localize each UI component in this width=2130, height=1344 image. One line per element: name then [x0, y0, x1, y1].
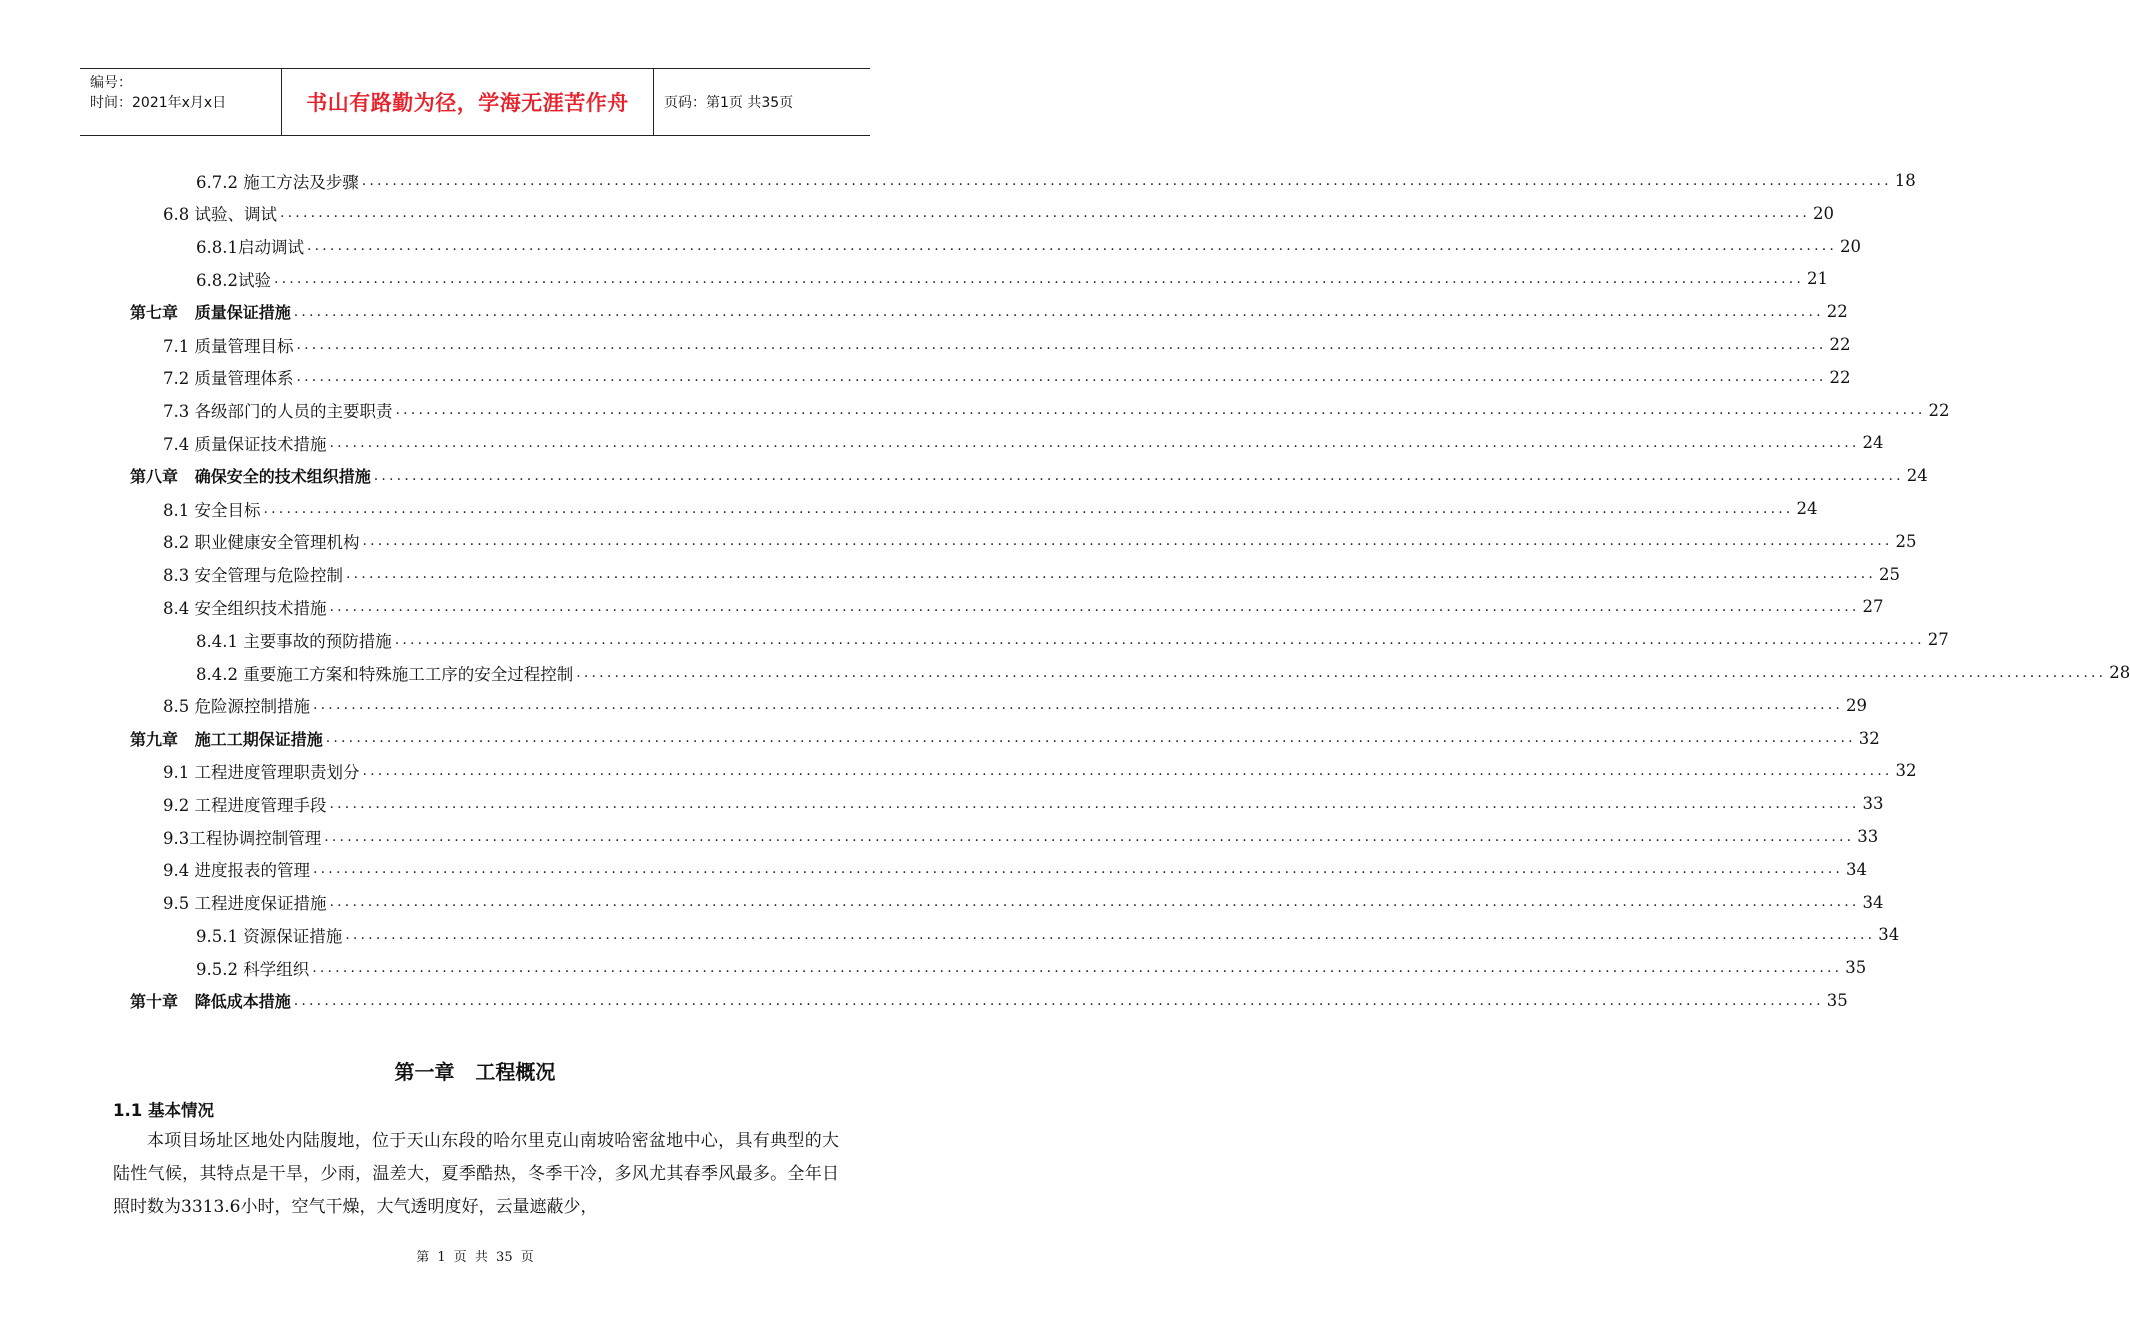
toc-dot-leader: ........................................................................................................................................................................................................ [296, 369, 1827, 386]
toc-page-number: 20 [1840, 236, 1862, 256]
toc-entry-label: 8.2 职业健康安全管理机构 [163, 533, 360, 553]
toc-dot-leader: ........................................................................................................................................................................................................ [395, 402, 1926, 419]
toc-entry[interactable] [163, 886, 1884, 919]
toc-page-number: 22 [1829, 335, 1851, 354]
toc-page-number: 33 [1862, 794, 1884, 814]
toc-entry-label: 8.1 安全目标 [163, 500, 261, 520]
toc-dot-leader: ........................................................................................................................................................................................................ [329, 795, 1860, 812]
toc-entry[interactable] [163, 197, 1835, 230]
toc-page-number: 20 [1813, 203, 1835, 223]
toc-dot-leader: ........................................................................................................................................................................................................ [296, 336, 1827, 353]
toc-page-number: 32 [1895, 761, 1917, 781]
toc-entry[interactable] [163, 558, 1901, 591]
toc-entry-label: 9.5 工程进度保证措施 [163, 894, 327, 914]
toc-entry-label: 8.4.2 重要施工方案和特殊施工工序的安全过程控制 [196, 664, 574, 684]
toc-dot-leader: ........................................................................................................................................................................................................ [329, 598, 1860, 615]
toc-page-number: 35 [1845, 958, 1867, 978]
toc-entry-label: 9.4 进度报表的管理 [163, 861, 310, 881]
toc-page-number: 21 [1807, 269, 1829, 289]
toc-entry[interactable] [163, 853, 1868, 886]
toc-page-number: 24 [1862, 433, 1884, 453]
toc-dot-leader: ........................................................................................................................................................................................................ [313, 861, 1844, 878]
toc-entry[interactable] [163, 492, 1818, 525]
toc-chapter-entry[interactable] [130, 722, 1880, 755]
toc-entry[interactable] [163, 525, 1917, 558]
toc-entry[interactable] [163, 820, 1879, 853]
toc-dot-leader: ........................................................................................................................................................................................................ [346, 566, 1877, 583]
toc-dot-leader: ........................................................................................................................................................................................................ [345, 926, 1876, 943]
toc-entry-label: 第九章 施工工期保证措施 [130, 729, 323, 749]
toc-entry-label: 8.4.1 主要事故的预防措施 [196, 631, 392, 651]
document-header [80, 68, 870, 136]
toc-dot-leader: ........................................................................................................................................................................................................ [362, 533, 1893, 550]
toc-dot-leader: ........................................................................................................................................................................................................ [312, 959, 1843, 976]
toc-entry[interactable] [163, 361, 1851, 394]
chapter-title: 第一章 工程概况 [394, 1060, 556, 1084]
toc-dot-leader: ........................................................................................................................................................................................................ [373, 467, 1904, 484]
toc-entry[interactable] [196, 164, 1916, 197]
toc-dot-leader: ........................................................................................................................................................................................................ [324, 828, 1855, 845]
toc-page-number: 18 [1894, 171, 1916, 190]
document-number-label: 编号： [90, 75, 132, 91]
toc-entry[interactable] [196, 918, 1900, 951]
toc-page-number: 32 [1858, 728, 1880, 748]
toc-entry[interactable] [163, 394, 1950, 427]
document-date-label: 时间：2021年x月x日 [90, 95, 227, 111]
toc-entry[interactable] [163, 590, 1884, 623]
body-paragraph: 本项目场址区地处内陆腹地，位于天山东段的哈尔里克山南坡哈密盆地中心，具有典型的大陆性气候，其特点是干旱，少雨，温差大，夏季酷热，冬季干冷，多风尤其春季风最多。全年日照时数为3313.6小时，空气干燥，大气透明度好，云量遮蔽少， [113, 1131, 839, 1217]
toc-entry[interactable] [163, 426, 1884, 459]
toc-entry-label: 6.8.1启动调试 [196, 238, 304, 258]
toc-dot-leader: ........................................................................................................................................................................................................ [313, 697, 1844, 714]
toc-entry-label: 8.3 安全管理与危险控制 [163, 566, 343, 586]
toc-page-number: 29 [1846, 695, 1868, 715]
toc-page-number: 27 [1862, 597, 1884, 617]
toc-entry-label: 6.8 试验、调试 [163, 205, 277, 225]
toc-chapter-entry[interactable] [130, 295, 1848, 328]
toc-page-number: 25 [1879, 564, 1901, 584]
header-page-cell [654, 69, 870, 135]
toc-entry-label: 6.7.2 施工方法及步骤 [196, 172, 359, 192]
toc-entry-label: 9.5.2 科学组织 [196, 959, 310, 979]
page-footer: 第 1 页 共 35 页 [416, 1250, 534, 1265]
toc-entry[interactable] [163, 754, 1917, 787]
toc-entry[interactable] [163, 328, 1851, 361]
toc-entry[interactable] [196, 230, 1862, 263]
header-meta-cell [80, 69, 282, 135]
toc-page-number: 28 [2109, 663, 2130, 682]
toc-dot-leader: ........................................................................................................................................................................................................ [293, 992, 1824, 1009]
toc-dot-leader: ........................................................................................................................................................................................................ [576, 664, 2107, 681]
toc-page-number: 34 [1862, 892, 1884, 912]
toc-entry-label: 8.4 安全组织技术措施 [163, 598, 327, 618]
toc-dot-leader: ........................................................................................................................................................................................................ [306, 238, 1838, 255]
header-page-info: 页码：第1页 共35页 [664, 95, 794, 111]
header-motto: 书山有路勤为径，学海无涯苦作舟 [306, 91, 629, 115]
toc-page-number: 35 [1826, 991, 1848, 1010]
toc-dot-leader: ........................................................................................................................................................................................................ [329, 894, 1860, 911]
header-motto-cell [282, 69, 654, 135]
toc-entry[interactable] [196, 623, 1949, 656]
toc-page-number: 33 [1857, 827, 1879, 846]
toc-entry-label: 9.1 工程进度管理职责划分 [163, 762, 360, 782]
toc-chapter-entry[interactable] [130, 459, 1928, 492]
section-title: 1.1 基本情况 [113, 1101, 214, 1120]
toc-entry[interactable] [196, 262, 1829, 295]
toc-dot-leader: ........................................................................................................................................................................................................ [329, 434, 1860, 451]
toc-entry-label: 7.2 质量管理体系 [163, 369, 294, 389]
toc-entry-label: 第八章 确保安全的技术组织措施 [130, 467, 371, 487]
toc-dot-leader: ........................................................................................................................................................................................................ [394, 631, 1925, 648]
toc-dot-leader: ........................................................................................................................................................................................................ [362, 762, 1893, 779]
toc-entry[interactable] [163, 787, 1884, 820]
toc-dot-leader: ........................................................................................................................................................................................................ [280, 205, 1811, 222]
toc-entry-label: 7.1 质量管理目标 [163, 336, 294, 356]
toc-page-number: 22 [1829, 367, 1851, 387]
toc-page-number: 24 [1796, 499, 1818, 518]
toc-page-number: 22 [1928, 400, 1950, 420]
toc-entry-label: 7.4 质量保证技术措施 [163, 434, 327, 454]
toc-page-number: 34 [1846, 859, 1868, 879]
toc-entry-label: 6.8.2试验 [196, 270, 271, 290]
toc-entry-label: 9.2 工程进度管理手段 [163, 795, 327, 815]
toc-dot-leader: ........................................................................................................................................................................................................ [273, 270, 1805, 287]
toc-page-number: 22 [1826, 302, 1848, 322]
toc-entry-label: 7.3 各级部门的人员的主要职责 [163, 402, 393, 422]
toc-entry[interactable] [163, 689, 1868, 722]
toc-dot-leader: ........................................................................................................................................................................................................ [361, 172, 1892, 189]
toc-entry[interactable] [196, 951, 1867, 984]
toc-entry-label: 9.5.1 资源保证措施 [196, 926, 343, 946]
toc-dot-leader: ........................................................................................................................................................................................................ [325, 730, 1856, 747]
toc-page-number: 24 [1906, 466, 1928, 486]
toc-entry-label: 8.5 危险源控制措施 [163, 697, 310, 717]
toc-page-number: 27 [1927, 630, 1949, 650]
toc-dot-leader: ........................................................................................................................................................................................................ [293, 303, 1824, 320]
toc-dot-leader: ........................................................................................................................................................................................................ [263, 500, 1794, 517]
toc-entry-label: 第七章 质量保证措施 [130, 303, 291, 323]
toc-entry-label: 第十章 降低成本措施 [130, 992, 291, 1011]
toc-entry-label: 9.3工程协调控制管理 [163, 828, 322, 848]
toc-page-number: 25 [1895, 531, 1917, 551]
toc-entry[interactable] [196, 656, 2130, 689]
toc-page-number: 34 [1878, 925, 1900, 945]
toc-chapter-entry[interactable] [130, 984, 1848, 1017]
